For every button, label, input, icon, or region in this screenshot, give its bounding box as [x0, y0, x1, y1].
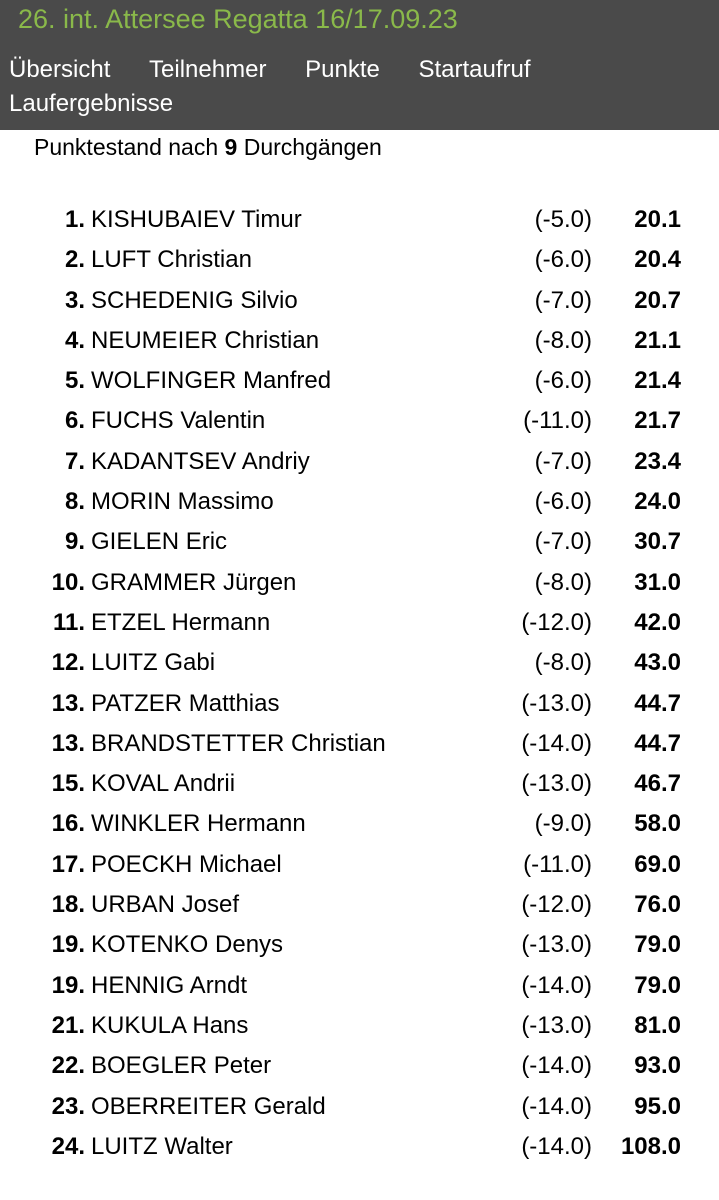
name-cell: KISHUBAIEV Timur — [91, 206, 302, 233]
discard-cell: (-7.0) — [534, 286, 592, 314]
points-cell: 21.7 — [634, 407, 681, 435]
name-cell: ETZEL Hermann — [91, 608, 271, 636]
discard-cell: (-7.0) — [534, 447, 592, 475]
page-title: 26. int. Attersee Regatta 16/17.09.23 — [18, 4, 458, 34]
discard-cell: (-14.0) — [521, 1092, 592, 1120]
name-cell: BRANDSTETTER Christian — [91, 729, 386, 757]
points-cell: 58.0 — [634, 810, 681, 838]
discard-cell: (-14.0) — [521, 729, 592, 757]
nav-menu — [9, 53, 709, 121]
rank-cell: 12. — [51, 649, 85, 677]
rank-cell: 9. — [64, 528, 85, 556]
result-row — [0, 563, 719, 603]
result-row — [0, 442, 719, 482]
result-row — [0, 240, 719, 280]
points-cell: 30.7 — [634, 528, 681, 556]
subtitle-suffix: Durchgängen — [243, 134, 382, 160]
rank-cell: 1. — [64, 206, 85, 233]
discard-cell: (-13.0) — [521, 689, 592, 717]
name-cell: KADANTSEV Andriy — [91, 447, 310, 475]
rank-cell: 22. — [51, 1052, 85, 1080]
result-row — [0, 281, 719, 321]
rank-cell: 5. — [64, 367, 85, 395]
points-cell: 95.0 — [634, 1092, 681, 1120]
rank-cell: 21. — [51, 1011, 85, 1039]
points-cell: 24.0 — [634, 488, 681, 516]
name-cell: URBAN Josef — [91, 891, 240, 919]
discard-cell: (-6.0) — [534, 488, 592, 516]
nav-item-startaufruf[interactable]: Startaufruf — [418, 56, 531, 83]
result-row — [0, 724, 719, 764]
points-cell: 20.1 — [634, 206, 681, 233]
result-row — [0, 321, 719, 361]
result-row — [0, 401, 719, 441]
points-cell: 20.7 — [634, 286, 681, 314]
discard-cell: (-14.0) — [521, 1132, 592, 1160]
points-cell: 79.0 — [634, 971, 681, 999]
name-cell: POECKH Michael — [91, 850, 282, 878]
result-row — [0, 804, 719, 844]
rank-cell: 2. — [64, 246, 85, 274]
discard-cell: (-14.0) — [521, 971, 592, 999]
discard-cell: (-13.0) — [521, 770, 592, 798]
result-row — [0, 522, 719, 562]
name-cell: SCHEDENIG Silvio — [91, 286, 298, 314]
points-cell: 46.7 — [634, 770, 681, 798]
discard-cell: (-8.0) — [534, 649, 592, 677]
result-row — [0, 925, 719, 965]
rank-cell: 19. — [51, 971, 85, 999]
name-cell: LUITZ Walter — [91, 1132, 233, 1160]
rank-cell: 10. — [51, 568, 85, 596]
rank-cell: 11. — [52, 608, 85, 636]
points-cell: 108.0 — [620, 1132, 681, 1160]
result-row — [0, 361, 719, 401]
discard-cell: (-13.0) — [521, 931, 592, 959]
name-cell: WOLFINGER Manfred — [91, 367, 332, 395]
result-row — [0, 885, 719, 925]
name-cell: OBERREITER Gerald — [91, 1092, 326, 1120]
rank-cell: 6. — [64, 407, 85, 435]
result-row — [0, 1046, 719, 1086]
name-cell: GRAMMER Jürgen — [91, 568, 297, 596]
name-cell: NEUMEIER Christian — [91, 326, 320, 354]
points-cell: 93.0 — [634, 1052, 681, 1080]
name-cell: KOTENKO Denys — [91, 931, 284, 959]
discard-cell: (-7.0) — [534, 528, 592, 556]
discard-cell: (-12.0) — [521, 891, 592, 919]
points-cell: 79.0 — [634, 931, 681, 959]
result-row — [0, 1127, 719, 1167]
standings-subtitle — [34, 131, 382, 163]
name-cell: BOEGLER Peter — [91, 1052, 272, 1080]
name-cell: GIELEN Eric — [91, 528, 228, 556]
name-cell: FUCHS Valentin — [91, 407, 266, 435]
rank-cell: 15. — [51, 770, 85, 798]
rank-cell: 18. — [51, 891, 85, 919]
rank-cell: 23. — [51, 1092, 85, 1120]
discard-cell: (-5.0) — [534, 206, 592, 233]
rank-cell: 24. — [51, 1132, 85, 1160]
discard-cell: (-8.0) — [534, 326, 592, 354]
discard-cell: (-12.0) — [521, 608, 592, 636]
result-row — [0, 200, 719, 240]
points-cell: 21.4 — [634, 367, 681, 395]
race-count: 9 — [224, 134, 238, 160]
name-cell: KOVAL Andrii — [91, 770, 236, 798]
discard-cell: (-6.0) — [534, 367, 592, 395]
discard-cell: (-11.0) — [523, 407, 592, 435]
discard-cell: (-13.0) — [521, 1011, 592, 1039]
name-cell: LUFT Christian — [91, 246, 252, 274]
discard-cell: (-6.0) — [534, 246, 592, 274]
points-cell: 42.0 — [634, 608, 681, 636]
nav-item-punkte[interactable]: Punkte — [305, 56, 380, 83]
result-row — [0, 966, 719, 1006]
results-list — [0, 200, 719, 1167]
result-row — [0, 603, 719, 643]
rank-cell: 4. — [64, 326, 85, 354]
discard-cell: (-9.0) — [534, 810, 592, 838]
rank-cell: 19. — [51, 931, 85, 959]
points-cell: 20.4 — [634, 246, 681, 274]
rank-cell: 16. — [51, 810, 85, 838]
result-row — [0, 1087, 719, 1127]
points-cell: 43.0 — [634, 649, 681, 677]
name-cell: HENNIG Arndt — [91, 971, 248, 999]
name-cell: KUKULA Hans — [91, 1011, 249, 1039]
result-row — [0, 764, 719, 804]
points-cell: 21.1 — [634, 326, 681, 354]
nav-item-laufergebnisse[interactable]: Laufergebnisse — [9, 90, 174, 117]
rank-cell: 17. — [51, 850, 85, 878]
rank-cell: 3. — [64, 286, 85, 314]
result-row — [0, 684, 719, 724]
name-cell: MORIN Massimo — [91, 488, 274, 516]
rank-cell: 7. — [64, 447, 85, 475]
header-bar — [0, 0, 719, 130]
points-cell: 81.0 — [634, 1011, 681, 1039]
rank-cell: 8. — [64, 488, 85, 516]
name-cell: WINKLER Hermann — [91, 810, 306, 838]
points-cell: 76.0 — [634, 891, 681, 919]
discard-cell: (-8.0) — [534, 568, 592, 596]
nav-item-teilnehmer[interactable]: Teilnehmer — [149, 56, 267, 83]
name-cell: PATZER Matthias — [91, 689, 280, 717]
points-cell: 69.0 — [634, 850, 681, 878]
result-row — [0, 482, 719, 522]
subtitle-prefix: Punktestand nach — [34, 134, 219, 160]
result-row — [0, 845, 719, 885]
result-row — [0, 643, 719, 683]
result-row — [0, 1006, 719, 1046]
rank-cell: 13. — [51, 689, 85, 717]
discard-cell: (-11.0) — [523, 850, 592, 878]
name-cell: LUITZ Gabi — [91, 649, 216, 677]
points-cell: 44.7 — [634, 729, 681, 757]
nav-item-uebersicht[interactable]: Übersicht — [9, 56, 111, 83]
points-cell: 31.0 — [634, 568, 681, 596]
points-cell: 44.7 — [634, 689, 681, 717]
discard-cell: (-14.0) — [521, 1052, 592, 1080]
points-cell: 23.4 — [634, 447, 681, 475]
rank-cell: 13. — [51, 729, 85, 757]
